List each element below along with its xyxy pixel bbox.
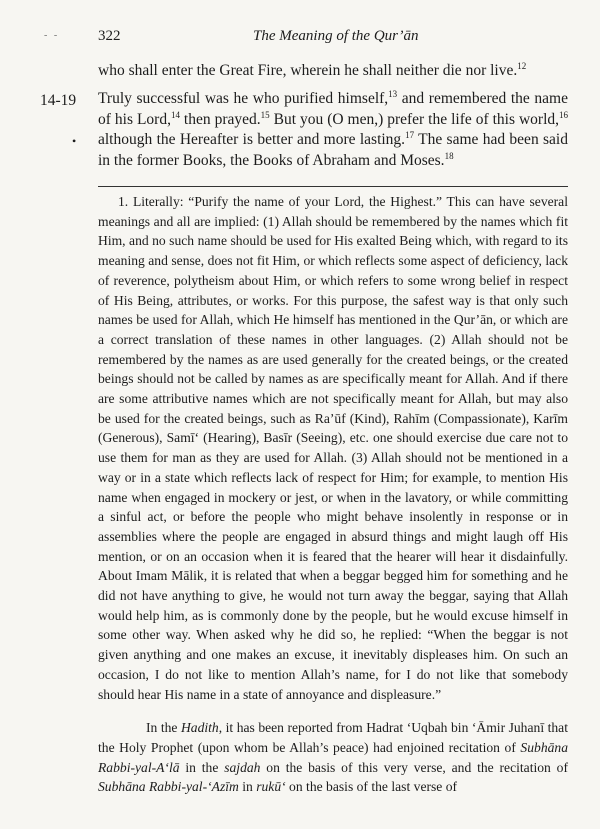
verse-continuation [98,62,572,80]
footnote-term: sajdah [224,759,261,775]
footnote-marker: 13 [388,89,398,99]
footnote-segment: in [238,779,257,795]
footnote-term: Hadith [180,720,219,736]
footnote-section [98,192,568,797]
footnote-term: rukū‘ [256,779,286,795]
footnote-marker: 12 [517,61,527,71]
verse-segment: The same had been said in the former Books, the Books of Abraham and Moses. [98,131,568,169]
margin-bullet: • [72,134,77,148]
footnote-paragraph-2 [98,718,568,797]
footnote-segment: In the [146,720,181,736]
footnote-divider [98,186,568,187]
page-number: 322 [98,28,121,44]
footnote-marker: 17 [405,130,415,141]
page-header [98,28,564,48]
verse-segment: although the Hereafter is better and more lasting. [98,131,406,149]
verse-reference: 14-19 [40,92,77,109]
verse-segment: then prayed. [179,110,261,128]
footnote-segment: on the basis of this very verse, and the recitation of [260,759,568,775]
footnote-term: Subhāna Rabbi-yal-A‘lā [98,739,568,775]
footnote-segment: , it has been reported from Hadrat ‘Uqbah bin ‘Āmir Juhanī that the Holy Prophet (upon whom be Allah’s peace) had enjoined recitation of [98,720,568,755]
footnote-segment: in the [179,759,225,775]
page-marks: - - [44,30,60,41]
footnote-segment: on the basis of the last verse of [285,779,458,795]
footnote-marker: 16 [559,109,569,120]
footnote-marker: 15 [260,109,270,120]
verse-segment: and remembered the name of his Lord, [98,90,568,128]
verse-continuation-text: who shall enter the Great Fire, wherein he shall neither die nor live. [98,62,518,79]
footnote-marker: 14 [170,109,180,120]
footnote-paragraph-1: 1. Literally: “Purify the name of your Lord, the Highest.” This can have several meanings and all are implied: (1) Allah should be remembered by the names which fit Him, and no such name should be used for His exalted Being which, with regard to its meaning and sense, does not fit Him, or which reflects some aspect of deficiency, lack of reverence, polytheism about Him, or which refers to some wrong belief in respect of His Being, attributes, or works. For this purpose, the safest way is that only such names be used for Allah, which He himself has mentioned in the Qur’ān, or which are a correct translation of these names in other languages. (2) Allah should not be remembered by the names as are used generally for the created beings, or the created beings should not be called by names as are specifically meant for Allah. And if there are some attributive names which are not specifically meant for Allah, but may also be used for the created beings, such as Ra’ūf (Kind), Rahīm (Compassionate), Karīm (Generous), Samī‘ (Hearing), Basīr (Seeing), etc. one should exercise due care not to use them for man as they are used for Allah. (3) Allah should not be mentioned in a way or in a state which reflects lack of respect for Him; for example, to mention His name when engaged in mockery or jest, or when in the lavatory, or while committing a sinful act, or before the people who might behave insolently in response or in assemblies where the people are engaged in absurd things and might laugh off His mention, or on an occasion when it is feared that the hearer will hear it disdainfully. About Imam Mālik, it is related that when a beggar begged him for something and he did not have anything to give, he would not turn away the beggar, saying that Allah would help him, as is commonly done by the people, but he would excuse himself in some other way. When asked why he did so, he replied: “When the beggar is not given anything and one makes an excuse, it inevitably displeases him. On such an occasion, I do not like to mention Allah’s name, for I do not like that somebody should hear His name in a state of annoyance and displeasure.” [98,194,568,702]
verse-segment: But you (O men,) prefer the life of this world, [269,110,560,128]
verse-segment: Truly successful was he who purified himself, [98,90,389,107]
verse-text [98,89,568,171]
footnote-marker: 18 [444,150,454,161]
running-title: The Meaning of the Qur’ān [253,28,419,44]
footnote-term: Subhāna Rabbi-yal-‘Azīm [98,779,239,795]
